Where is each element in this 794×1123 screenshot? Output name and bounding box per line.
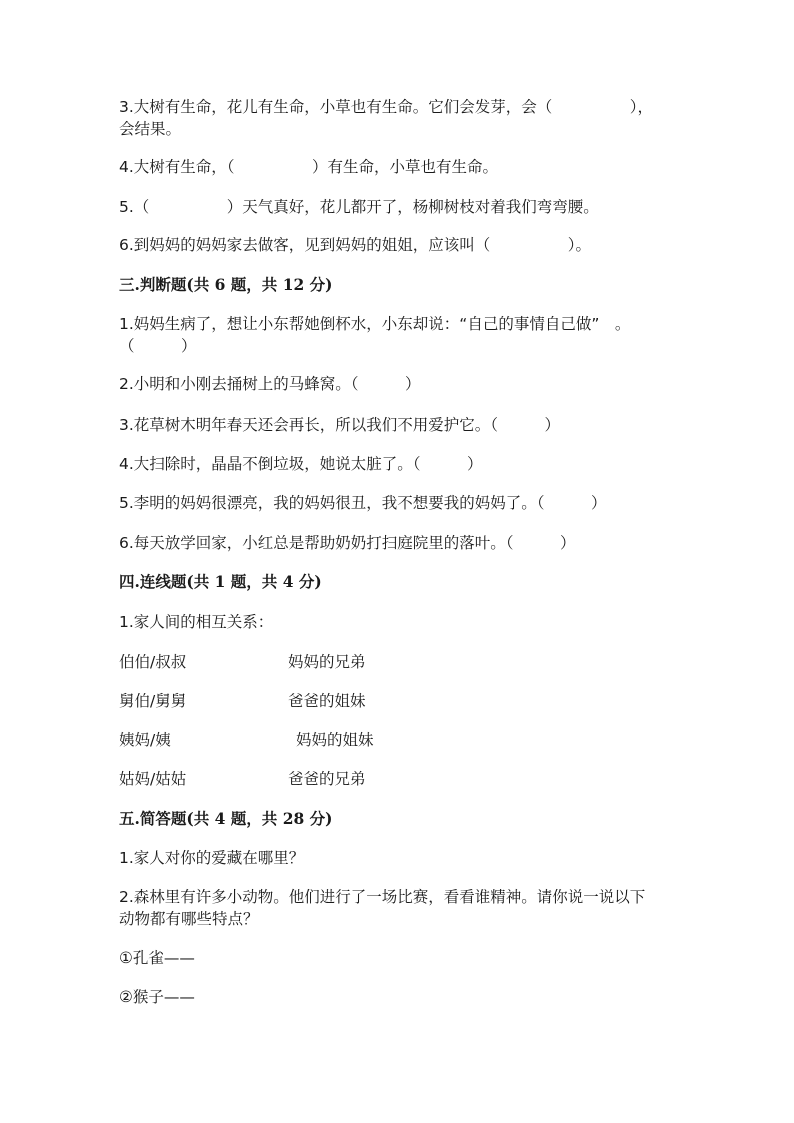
short-answer-item-peacock: ①孔雀—— xyxy=(119,949,195,967)
section-short-answer-heading: 五.简答题(共 4 题，共 28 分) xyxy=(119,809,333,828)
fill-in-question-4: 4.大树有生命，（ ）有生命，小草也有生命。 xyxy=(119,158,499,176)
matching-right-item-1: 妈妈的兄弟 xyxy=(288,653,366,671)
matching-right-item-2: 爸爸的姐妹 xyxy=(288,692,366,710)
matching-question-1: 1.家人间的相互关系： xyxy=(119,613,274,631)
judge-question-5: 5.李明的妈妈很漂亮，我的妈妈很丑，我不想要我的妈妈了。（ ） xyxy=(119,494,607,512)
matching-right-item-4: 爸爸的兄弟 xyxy=(288,770,366,788)
matching-left-item-2: 舅伯/舅舅 xyxy=(119,692,187,710)
short-answer-item-monkey: ②猴子—— xyxy=(119,988,195,1006)
matching-right-item-3: 妈妈的姐妹 xyxy=(296,731,374,749)
judge-question-3: 3.花草树木明年春天还会再长，所以我们不用爱护它。（ ） xyxy=(119,416,561,434)
matching-left-item-3: 姨妈/姨 xyxy=(119,731,171,749)
fill-in-question-3-line-1: 3.大树有生命，花儿有生命，小草也有生命。它们会发芽，会（ ）， xyxy=(119,98,654,116)
matching-left-item-1: 伯伯/叔叔 xyxy=(119,653,187,671)
matching-left-item-4: 姑妈/姑姑 xyxy=(119,770,187,788)
judge-question-4: 4.大扫除时，晶晶不倒垃圾，她说太脏了。（ ） xyxy=(119,455,483,473)
short-answer-question-1: 1.家人对你的爱藏在哪里？ xyxy=(119,849,305,867)
fill-in-question-3-line-2: 会结果。 xyxy=(119,120,182,138)
judge-question-1-line-1: 1.妈妈生病了，想让小东帮她倒杯水，小东却说：“自己的事情自己做” 。 xyxy=(119,315,631,333)
section-matching-heading: 四.连线题(共 1 题，共 4 分) xyxy=(119,572,322,591)
judge-question-2: 2.小明和小刚去捅树上的马蜂窝。（ ） xyxy=(119,375,421,393)
short-answer-question-2-line-1: 2.森林里有许多小动物。他们进行了一场比赛，看看谁精神。请你说一说以下 xyxy=(119,888,646,906)
fill-in-question-5: 5.（ ）天气真好，花儿都开了，杨柳树枝对着我们弯弯腰。 xyxy=(119,198,599,216)
section-judge-heading: 三.判断题(共 6 题，共 12 分) xyxy=(119,275,333,294)
short-answer-question-2-line-2: 动物都有哪些特点？ xyxy=(119,910,259,928)
judge-question-1-line-2: （ ） xyxy=(119,337,197,355)
judge-question-6: 6.每天放学回家，小红总是帮助奶奶打扫庭院里的落叶。（ ） xyxy=(119,534,576,552)
fill-in-question-6: 6.到妈妈的妈妈家去做客，见到妈妈的姐姐，应该叫（ ）。 xyxy=(119,236,592,254)
